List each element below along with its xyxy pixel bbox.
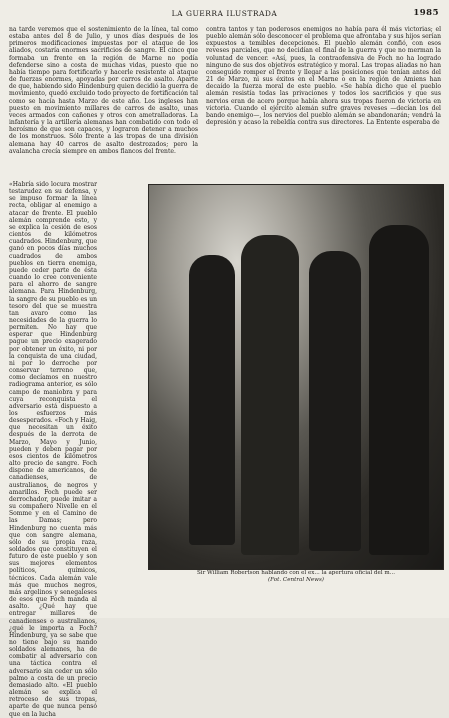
photograph [148,184,444,570]
paragraph: «Habría sido locura mostrar testarudez en su defensa, y se impuso formar la línea recta, obligar al enemigo a atacar de frente. El pueblo alemán comprende esto, y se explica la cesión de esos cientos de kilómetros cuadrados. Hindenburg, que ganó en pocos días muchos cuadrados de ambos pueblos en tierra enemiga, puede ceder parte de ésta cuando lo cree conveniente para el ahorro de sangre alemana. Para Hindenburg, la sangre de su pueblo es un tesoro del que se muestra tan avaro como las necesidades de la guerra lo permiten. No hay que esperar que Hindenburg pague un precio exagerado por obtener un éxito, ni por la conquista de una ciudad, ni por lo derroche por conservar terreno que, como decíamos en nuestro radiograma anterior, es sólo campo de maniobra y para cuya reconquista el adversario está dispuesto a los esfuerzos más desesperados. «Foch y Haig, que necesitan un éxito después de la derrota de Marzo, Mayo y Junio, pueden y deben pagar por esos cientos de kilómetros alto precio de sangre. Foch dispone de americanos, de canadienses, de australianos, de negros y amarillos. Foch puede ser derrochador, puede imitar a su compañero Nivelle en el Somme y en el Camino de las Damas; pero Hindenburg no cuenta más que con sangre alemana, sólo de su propia raza, soldados que constituyen el futuro de este pueblo y son sus mejores elementos políticos, químicos, técnicos. Cada alemán vale más que muchos negros, más argelinos y senegaleses de esos que Foch manda al asalto. ¿Qué hay que entregar millares de canadienses o australianos, ¿qué le importa a Foch? Hindenburg, ya se sabe que no tiene bajo su mando soldados alemanes, ha de combatir al adversario con una táctica contra el adversario sin ceder un sólo palmo a costa de un precio demasiado alto. «El pueblo alemán se explica el retroceso de sus tropas, aparte de que nunca pensó que en la lucha [9,181,97,718]
publication-title: LA GUERRA ILUSTRADA [171,9,278,18]
photo-credit: (Fot. Central News) [268,577,324,583]
figure-silhouette [189,255,235,545]
figure-silhouette [241,235,299,555]
text-column-right [206,26,441,178]
page-number: 1985 [413,8,439,18]
photo-caption [148,570,444,584]
text-column-narrow [9,181,97,718]
figure-silhouette [369,225,429,555]
text-column-left [9,26,198,178]
paragraph: na tarde veremos que el sostenimiento de la línea, tal como estaba antes del 8 de Julio, y unos días después de los primeros modificaciones impuestas por el ataque de los aliados, costaría enormes sacrificios de sangre. El cinco que formaba un frente en la región de Marne no podía defenderse sino a costa de muchas vidas, puesto que no había tiempo para fortificarlo y hacerle resistente al ataque de fuerzas enormes, apoyadas por carros de asalto. Aparte de que, habiendo sido Hindenburg quien decidió la guerra de movimiento, quedó excluido todo proyecto de fortificación tal como se hacía hasta Marzo de este año. Los ingleses han puesto en movimiento millares de carros de asalto, unas veces armados con cañones y otros con ametralladoras. La infantería y la artillería alemanas han combatido con todo el heroísmo de que son capaces, y lograron detener a muchos de los monstruos. Sólo frente a las tropas de una división alemana hay 40 carros de asalto destrozados; pero la avalancha crecía siempre en ambos flancos del frente. [9,26,198,155]
page-header [0,8,449,20]
figure-silhouette [309,251,361,551]
caption-text: Sir William Robertson hablando con el ex... la apertura oficial del m... [196,570,396,576]
paragraph: contra tantos y tan poderosos enemigos no había para él más victorias; el pueblo alemán sólo desconocer el problema que afrontaba y sus hijos serían expuestos a temibles decepciones. El pueblo alemán confió, con esos reveses parciales, que no decidían el final de la guerra y que no merman la voluntad de vencer. «Así, pues, la contraofensiva de Foch no ha logrado ninguno de sus dos objetivos estratégico y moral. Las tropas aliadas no han conseguido romper el frente y llegar a las posiciones que tenían antes del 21 de Marzo, ni sus éxitos en el Marne o en la región de Amiens han decaído la fuerza moral de este pueblo. «Se había dicho que el pueblo alemán resistía todas las privaciones y todos los sacrificios y que sus nervios eran de acero porque había ahora sus tropas fueron de victoria en victoria. Cuando el ejército alemán sufre graves reveses —decían los del bando enemigo—, los nervios del pueblo alemán se abandonarán; vendrá la depresión y acaso la rebeldía contra sus directores. La Entente esperaba de [206,26,441,127]
